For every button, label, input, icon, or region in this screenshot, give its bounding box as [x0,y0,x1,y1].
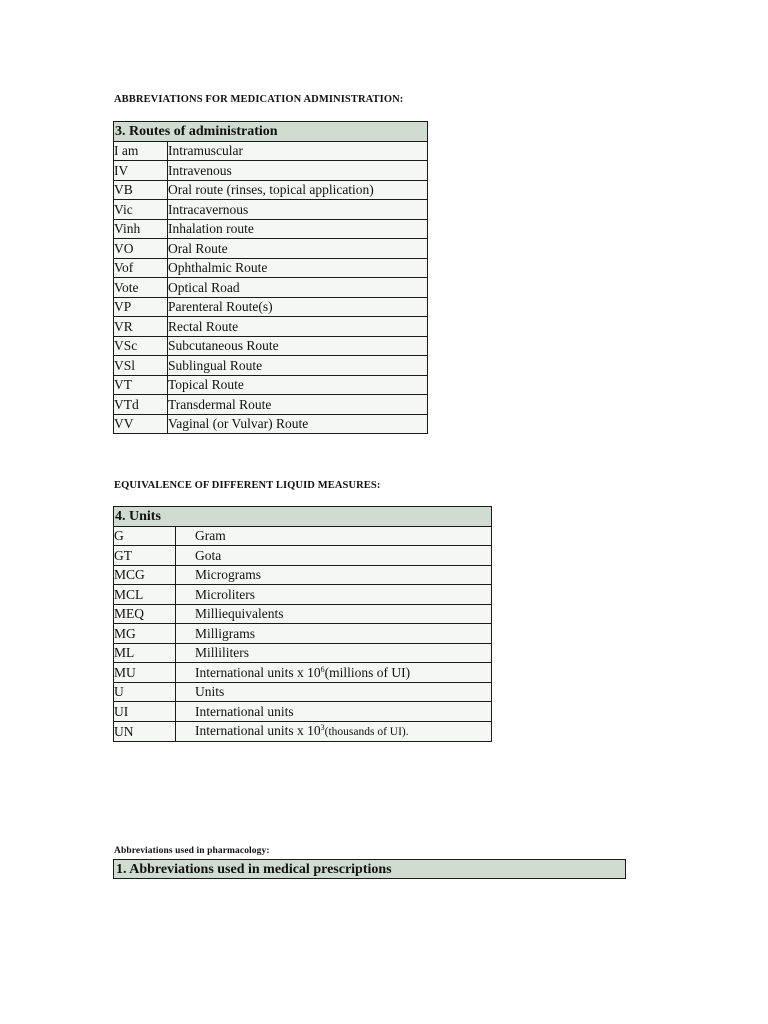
unit-abbreviation: MU [114,663,176,683]
unit-abbreviation: UI [114,702,176,722]
route-meaning: Vaginal (or Vulvar) Route [168,414,428,434]
route-meaning: Optical Road [168,278,428,298]
route-meaning: Oral route (rinses, topical application) [168,180,428,200]
unit-abbreviation: MCL [114,585,176,605]
route-abbreviation: VV [114,414,168,434]
unit-row [114,643,492,663]
unit-row [114,624,492,644]
routes-table-title: 3. Routes of administration [114,122,428,142]
unit-abbreviation: MEQ [114,604,176,624]
unit-meaning-exponent: 6 [320,664,325,674]
route-abbreviation: Vinh [114,219,168,239]
route-abbreviation: I am [114,141,168,161]
route-row [114,414,428,434]
unit-row [114,721,492,741]
unit-meaning: Gota [176,546,492,566]
route-meaning: Topical Route [168,375,428,395]
unit-row [114,682,492,702]
unit-abbreviation: ML [114,643,176,663]
route-abbreviation: VT [114,375,168,395]
unit-meaning-text: International units x 10 [195,722,321,738]
unit-meaning-text: International units x 10 [195,664,321,680]
route-row [114,239,428,259]
unit-row [114,565,492,585]
route-abbreviation: VSl [114,356,168,376]
route-meaning: Ophthalmic Route [168,258,428,278]
unit-row [114,663,492,683]
route-abbreviation: Vof [114,258,168,278]
route-abbreviation: Vic [114,200,168,220]
unit-row [114,546,492,566]
route-meaning: Transdermal Route [168,395,428,415]
route-abbreviation: VSc [114,336,168,356]
route-row [114,395,428,415]
route-meaning: Intramuscular [168,141,428,161]
unit-row [114,526,492,546]
route-row [114,200,428,220]
route-row [114,161,428,181]
route-row [114,258,428,278]
unit-meaning [176,663,492,683]
prescriptions-table-title: 1. Abbreviations used in medical prescriptions [113,859,626,879]
route-row [114,356,428,376]
route-abbreviation: VB [114,180,168,200]
unit-meaning: Microliters [176,585,492,605]
route-row [114,297,428,317]
route-meaning: Intravenous [168,161,428,181]
route-meaning: Subcutaneous Route [168,336,428,356]
unit-abbreviation: MG [114,624,176,644]
route-row [114,219,428,239]
route-abbreviation: IV [114,161,168,181]
unit-row [114,604,492,624]
units-section-heading: EQUIVALENCE OF DIFFERENT LIQUID MEASURES: [114,480,381,491]
unit-meaning-tail: (millions of UI) [324,664,411,680]
route-row [114,278,428,298]
route-abbreviation: VO [114,239,168,259]
route-row [114,336,428,356]
unit-meaning: Units [176,682,492,702]
route-meaning: Intracavernous [168,200,428,220]
unit-meaning: Micrograms [176,565,492,585]
unit-abbreviation: MCG [114,565,176,585]
unit-meaning: Gram [176,526,492,546]
unit-meaning: Milliliters [176,643,492,663]
route-abbreviation: VR [114,317,168,337]
route-meaning: Sublingual Route [168,356,428,376]
unit-meaning: Milligrams [176,624,492,644]
route-meaning: Inhalation route [168,219,428,239]
unit-meaning [176,721,492,741]
routes-section-heading: ABBREVIATIONS FOR MEDICATION ADMINISTRATION: [114,94,404,105]
route-abbreviation: VP [114,297,168,317]
unit-abbreviation: GT [114,546,176,566]
unit-meaning: Milliequivalents [176,604,492,624]
route-meaning: Parenteral Route(s) [168,297,428,317]
route-abbreviation: VTd [114,395,168,415]
routes-table [113,121,428,434]
unit-row [114,585,492,605]
unit-abbreviation: G [114,526,176,546]
route-meaning: Oral Route [168,239,428,259]
unit-abbreviation: UN [114,721,176,741]
pharmacology-section-heading: Abbreviations used in pharmacology: [114,846,270,856]
unit-abbreviation: U [114,682,176,702]
units-table [113,506,492,742]
route-row [114,180,428,200]
unit-meaning-exponent: 3 [320,722,325,732]
unit-meaning-tail: (thousands of UI). [324,725,409,738]
route-row [114,317,428,337]
route-meaning: Rectal Route [168,317,428,337]
unit-row [114,702,492,722]
unit-meaning: International units [176,702,492,722]
route-row [114,375,428,395]
units-table-title: 4. Units [114,507,492,527]
route-row [114,141,428,161]
route-abbreviation: Vote [114,278,168,298]
